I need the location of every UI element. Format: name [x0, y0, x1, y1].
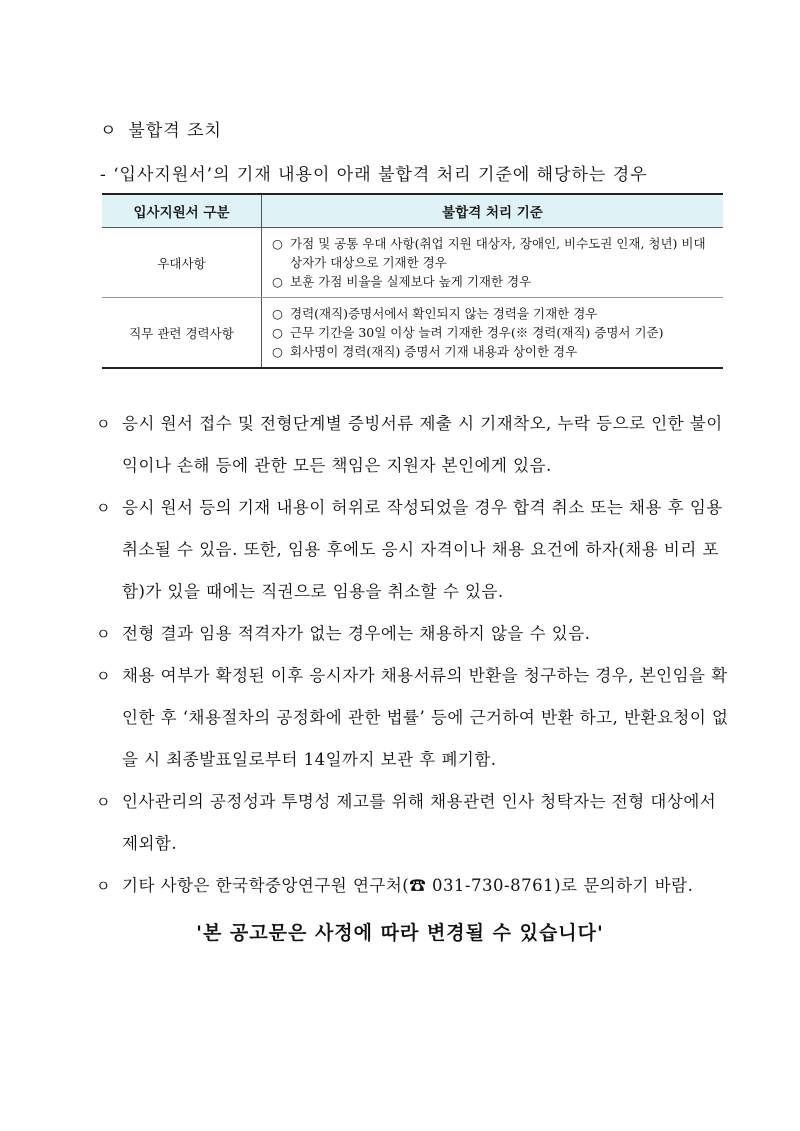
criteria-item	[272, 272, 715, 291]
criteria-bullet: ○	[272, 344, 283, 359]
bullet-mark: ㅇ	[96, 793, 111, 811]
criteria-item	[272, 323, 715, 342]
change-notice: '본 공고문은 사정에 따라 변경될 수 있습니다'	[196, 922, 604, 944]
table-header-category: 입사지원서 구분	[102, 194, 262, 228]
list-item-text: 응시 원서 접수 및 전형단계별 증빙서류 제출 시 기재착오, 누락 등으로 인한 불이익이나 손해 등에 관한 모든 책임은 지원자 본인에게 있음.	[122, 414, 723, 475]
table-cell-category: 직무 관련 경력사항	[102, 298, 262, 369]
section-title-text: 불합격 조치	[128, 121, 222, 141]
table-header-criteria: 불합격 처리 기준	[262, 194, 724, 228]
criteria-text: 회사명이 경력(재직) 증명서 기재 내용과 상이한 경우	[290, 344, 578, 359]
table-header-row	[102, 194, 723, 228]
list-item	[92, 655, 732, 781]
table-row	[102, 298, 723, 369]
section-title	[100, 116, 222, 141]
bullet-mark: ㅇ	[96, 877, 111, 895]
notice-bullet-list	[92, 403, 732, 907]
criteria-text: 근무 기간을 30일 이상 늘려 기재한 경우(※ 경력(재직) 증명서 기준)	[290, 325, 664, 340]
criteria-text: 경력(재직)증명서에서 확인되지 않는 경력을 기재한 경우	[290, 306, 598, 321]
list-item	[92, 781, 732, 865]
criteria-text: 가점 및 공통 우대 사항(취업 지원 대상자, 장애인, 비수도권 인재, 청년) 비대상자가 대상으로 기재한 경우	[290, 236, 706, 270]
criteria-item	[272, 304, 715, 323]
criteria-bullet: ○	[272, 236, 283, 251]
table-row	[102, 228, 723, 298]
list-item-text: 전형 결과 임용 적격자가 없는 경우에는 채용하지 않을 수 있음.	[122, 624, 591, 643]
list-item-text: 채용 여부가 확정된 이후 응시자가 채용서류의 반환을 청구하는 경우, 본인임을 확인한 후 ‘채용절차의 공정화에 관한 법률’ 등에 근거하여 반환 하고, 반환요청이 없을 시 최종발표일로부터 14일까지 보관 후 폐기함.	[122, 666, 729, 769]
criteria-text: 보훈 가점 비율을 실제보다 높게 기재한 경우	[290, 274, 532, 289]
list-item-text: 인사관리의 공정성과 투명성 제고를 위해 채용관련 인사 청탁자는 전형 대상에서 제외함.	[122, 792, 717, 853]
list-item-text: 응시 원서 등의 기재 내용이 허위로 작성되었을 경우 합격 취소 또는 채용 후 임용 취소될 수 있음. 또한, 임용 후에도 응시 자격이나 채용 요건에 하자(채용 비리 포함)가 있을 때에는 직권으로 임용을 취소할 수 있음.	[122, 498, 723, 601]
bullet-mark: ㅇ	[96, 667, 111, 685]
disqualification-table	[102, 193, 723, 369]
list-item	[92, 613, 732, 655]
list-item	[92, 487, 732, 613]
bullet-mark: ㅇ	[96, 415, 111, 433]
bullet-mark: ㅇ	[96, 625, 111, 643]
table-cell-category: 우대사항	[102, 228, 262, 298]
criteria-item	[272, 342, 715, 361]
table-cell-criteria	[262, 298, 724, 369]
table-cell-criteria	[262, 228, 724, 298]
list-item	[92, 865, 732, 907]
bullet-mark: ㅇ	[96, 499, 111, 517]
criteria-item	[272, 234, 715, 272]
list-item-text: 기타 사항은 한국학중앙연구원 연구처(☎ 031-730-8761)로 문의하기 바람.	[122, 876, 694, 895]
bullet-mark: ㅇ	[100, 121, 118, 141]
criteria-bullet: ○	[272, 325, 283, 340]
criteria-bullet: ○	[272, 274, 283, 289]
criteria-bullet: ○	[272, 306, 283, 321]
list-item	[92, 403, 732, 487]
section-subtitle: - ‘입사지원서’의 기재 내용이 아래 불합격 처리 기준에 해당하는 경우	[100, 165, 648, 185]
